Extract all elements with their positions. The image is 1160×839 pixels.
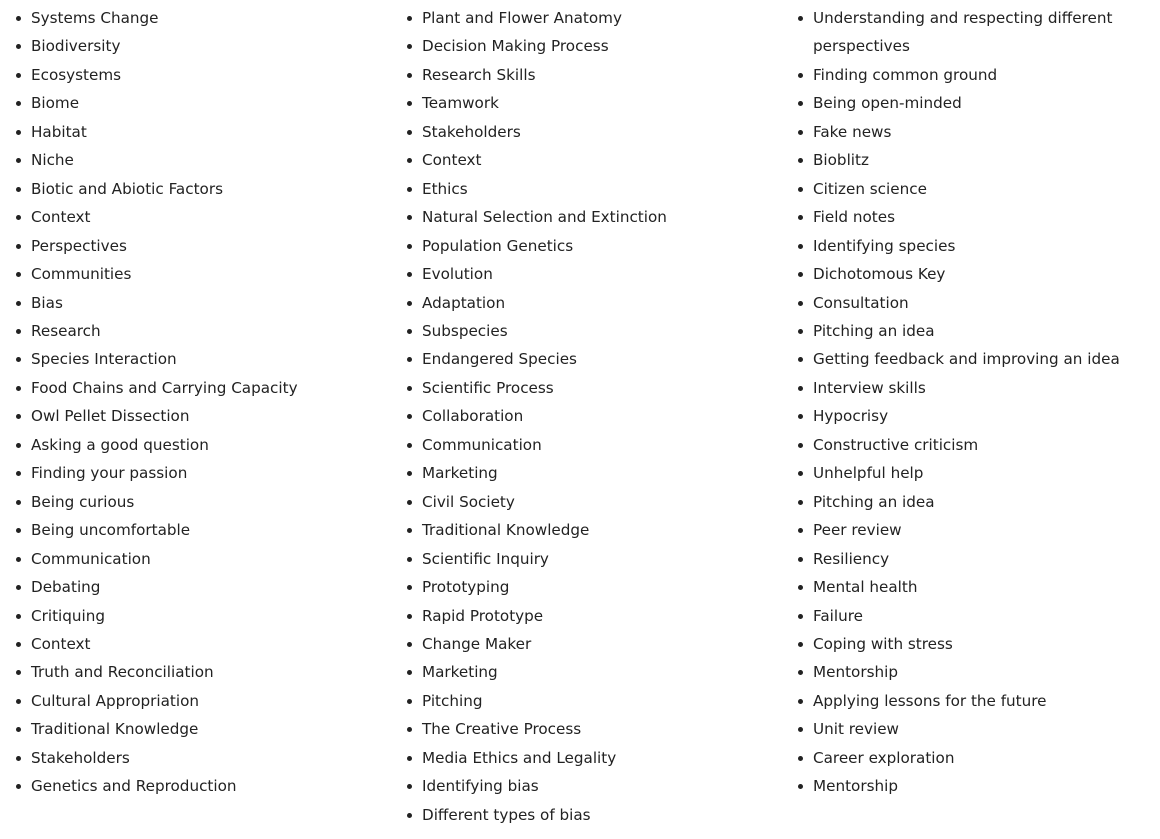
list-item (796, 61, 1160, 89)
list-item-label: Decision Making Process (422, 37, 609, 56)
bullet-icon (798, 500, 803, 505)
bullet-icon (16, 642, 21, 647)
bullet-icon (407, 414, 412, 419)
list-item (796, 374, 1160, 402)
list-item-label: Species Interaction (31, 350, 177, 369)
list-item (405, 402, 781, 430)
list-item-label: Evolution (422, 265, 493, 284)
list-item (796, 630, 1160, 658)
bullet-icon (16, 614, 21, 619)
list-item-label: Finding common ground (813, 65, 998, 84)
topic-list-column-2 (405, 4, 781, 829)
list-item (14, 687, 390, 715)
list-item-label: Context (422, 151, 482, 170)
list-item (14, 32, 390, 60)
list-item-label: Getting feedback and improving an idea (813, 350, 1120, 369)
list-item (14, 317, 390, 345)
list-item-label: Peer review (813, 521, 902, 540)
list-item-label: Habitat (31, 122, 87, 141)
list-item-label: Being uncomfortable (31, 521, 191, 540)
bullet-icon (16, 585, 21, 590)
list-item-label: Communication (31, 549, 151, 568)
list-item-label: Scientific Inquiry (422, 549, 549, 568)
list-item (796, 402, 1160, 430)
list-item (14, 431, 390, 459)
list-item (796, 573, 1160, 601)
bullet-icon (798, 357, 803, 362)
list-item-label: Food Chains and Carrying Capacity (31, 378, 298, 397)
list-item (405, 203, 781, 231)
list-item-label: Being curious (31, 492, 135, 511)
bullet-icon (16, 301, 21, 306)
list-item (796, 772, 1160, 800)
list-item (14, 402, 390, 430)
list-item (14, 146, 390, 174)
list-item (405, 630, 781, 658)
list-item-label: Pitching an idea (813, 321, 935, 340)
bullet-icon (798, 670, 803, 675)
bullet-icon (407, 215, 412, 220)
list-item (405, 175, 781, 203)
list-item (405, 658, 781, 686)
list-item (405, 32, 781, 60)
bullet-icon (798, 16, 803, 21)
bullet-icon (16, 386, 21, 391)
list-item-label: Teamwork (422, 94, 499, 113)
list-item (405, 715, 781, 743)
bullet-icon (16, 414, 21, 419)
list-item (14, 573, 390, 601)
list-item-label: Identifying bias (422, 777, 539, 796)
list-item (14, 772, 390, 800)
list-item (796, 715, 1160, 743)
list-item (14, 715, 390, 743)
list-item (796, 89, 1160, 117)
bullet-icon (16, 784, 21, 789)
bullet-icon (16, 557, 21, 562)
list-item (14, 602, 390, 630)
list-item (796, 687, 1160, 715)
list-item-label: Mentorship (813, 777, 898, 796)
list-item-label: Communication (422, 435, 542, 454)
bullet-icon (798, 244, 803, 249)
list-item-label: Stakeholders (422, 122, 521, 141)
bullet-icon (407, 500, 412, 505)
list-item (796, 146, 1160, 174)
list-item (796, 232, 1160, 260)
list-item-label: Field notes (813, 208, 896, 227)
bullet-icon (798, 699, 803, 704)
list-item-label: Coping with stress (813, 634, 953, 653)
bullet-icon (798, 414, 803, 419)
bullet-icon (407, 614, 412, 619)
list-item (14, 658, 390, 686)
bullet-icon (16, 756, 21, 761)
list-item (796, 545, 1160, 573)
bullet-icon (798, 272, 803, 277)
list-item-label: Ecosystems (31, 65, 122, 84)
bullet-icon (16, 16, 21, 21)
list-item-label: Marketing (422, 663, 498, 682)
bullet-icon (798, 784, 803, 789)
list-item (405, 602, 781, 630)
list-item (14, 630, 390, 658)
list-item-label: Research (31, 321, 101, 340)
list-item (405, 232, 781, 260)
list-item-label: Perspectives (31, 236, 127, 255)
bullet-icon (16, 357, 21, 362)
bullet-icon (16, 471, 21, 476)
list-item-label: Context (31, 208, 91, 227)
list-item-label: Mental health (813, 578, 918, 597)
list-item-label: Systems Change (31, 9, 159, 27)
list-item-label: The Creative Process (422, 720, 582, 739)
list-item-label: Population Genetics (422, 236, 574, 255)
list-item-label: Different types of bias (422, 805, 591, 824)
list-item (796, 203, 1160, 231)
bullet-icon (16, 244, 21, 249)
list-item-label: Endangered Species (422, 350, 577, 369)
bullet-icon (407, 272, 412, 277)
topic-list-column-3 (796, 4, 1160, 801)
list-item-label: Interview skills (813, 378, 926, 397)
bullet-icon (407, 557, 412, 562)
list-item-label: Marketing (422, 464, 498, 483)
bullet-icon (407, 528, 412, 533)
bullet-icon (407, 301, 412, 306)
list-item (405, 289, 781, 317)
list-item (14, 4, 390, 32)
list-item (14, 516, 390, 544)
bullet-icon (16, 528, 21, 533)
list-item-label: Dichotomous Key (813, 265, 946, 284)
list-item-label: Truth and Reconciliation (31, 663, 214, 682)
list-item-label: Fake news (813, 122, 892, 141)
list-item (405, 431, 781, 459)
list-item (405, 801, 781, 829)
list-item (405, 459, 781, 487)
list-item-label: Cultural Appropriation (31, 691, 200, 710)
bullet-icon (16, 215, 21, 220)
bullet-icon (798, 443, 803, 448)
bullet-icon (16, 727, 21, 732)
bullet-icon (407, 642, 412, 647)
bullet-icon (407, 357, 412, 362)
bullet-icon (407, 585, 412, 590)
bullet-icon (798, 329, 803, 334)
list-item-label: Hypocrisy (813, 407, 889, 426)
list-item (796, 4, 1160, 61)
list-item-label: Civil Society (422, 492, 515, 511)
list-item (796, 317, 1160, 345)
list-item-label: Asking a good question (31, 435, 209, 454)
list-item-label: Pitching (422, 691, 483, 710)
list-item (796, 459, 1160, 487)
bullet-icon (407, 670, 412, 675)
bullet-icon (16, 73, 21, 78)
list-item (14, 488, 390, 516)
list-item-label: Niche (31, 151, 74, 170)
bullet-icon (407, 130, 412, 135)
bullet-icon (16, 272, 21, 277)
list-item-label: Media Ethics and Legality (422, 748, 617, 767)
list-item-label: Finding your passion (31, 464, 188, 483)
bullet-icon (16, 158, 21, 163)
bullet-icon (16, 329, 21, 334)
list-item-label: Career exploration (813, 748, 955, 767)
bullet-icon (407, 813, 412, 818)
list-item (14, 459, 390, 487)
bullet-icon (407, 16, 412, 21)
list-item (14, 118, 390, 146)
list-item-label: Natural Selection and Extinction (422, 208, 667, 227)
bullet-icon (798, 215, 803, 220)
list-item-label: Scientific Process (422, 378, 554, 397)
bullet-icon (16, 699, 21, 704)
list-item-label: Genetics and Reproduction (31, 777, 237, 796)
bullet-icon (798, 557, 803, 562)
bullet-icon (407, 784, 412, 789)
list-item-label: Biome (31, 94, 80, 113)
list-item (405, 573, 781, 601)
list-item (796, 658, 1160, 686)
list-item-label: Subspecies (422, 321, 508, 340)
bullet-icon (16, 44, 21, 49)
bullet-icon (798, 386, 803, 391)
list-item (405, 772, 781, 800)
bullet-icon (798, 642, 803, 647)
bullet-icon (798, 130, 803, 135)
list-item (796, 175, 1160, 203)
bullet-icon (798, 101, 803, 106)
bullet-icon (798, 471, 803, 476)
bullet-icon (407, 329, 412, 334)
bullet-icon (407, 101, 412, 106)
list-item (796, 118, 1160, 146)
list-item (14, 89, 390, 117)
list-item-label: Stakeholders (31, 748, 130, 767)
list-item-label: Applying lessons for the future (813, 691, 1047, 710)
bullet-icon (16, 187, 21, 192)
bullet-icon (407, 44, 412, 49)
list-item-label: Identifying species (813, 236, 956, 255)
bullet-icon (407, 158, 412, 163)
list-item (14, 232, 390, 260)
list-item-label: Understanding and respecting different perspectives (813, 9, 1113, 56)
list-item-label: Plant and Flower Anatomy (422, 9, 622, 27)
bullet-icon (407, 699, 412, 704)
list-item (405, 146, 781, 174)
list-item (14, 260, 390, 288)
list-item (405, 516, 781, 544)
list-item (14, 203, 390, 231)
list-item (405, 317, 781, 345)
list-item-label: Bias (31, 293, 63, 312)
list-item-label: Being open-minded (813, 94, 962, 113)
list-item (796, 516, 1160, 544)
list-item (405, 744, 781, 772)
bullet-icon (407, 73, 412, 78)
bullet-icon (798, 301, 803, 306)
list-item (405, 118, 781, 146)
list-item-label: Ethics (422, 179, 468, 198)
list-item-label: Traditional Knowledge (31, 720, 199, 739)
bullet-icon (407, 386, 412, 391)
list-item (796, 744, 1160, 772)
list-item (405, 61, 781, 89)
list-item-label: Resiliency (813, 549, 890, 568)
list-item-label: Adaptation (422, 293, 506, 312)
bullet-icon (16, 500, 21, 505)
list-item-label: Biotic and Abiotic Factors (31, 179, 223, 198)
bullet-icon (798, 756, 803, 761)
list-item (14, 345, 390, 373)
bullet-icon (16, 443, 21, 448)
list-item-label: Debating (31, 578, 101, 597)
bullet-icon (407, 471, 412, 476)
list-item (796, 289, 1160, 317)
list-item-label: Unit review (813, 720, 899, 739)
list-item (405, 260, 781, 288)
list-item (405, 687, 781, 715)
bullet-icon (798, 614, 803, 619)
bullet-icon (798, 727, 803, 732)
list-item (796, 602, 1160, 630)
list-item (405, 89, 781, 117)
list-item (796, 488, 1160, 516)
bullet-icon (16, 670, 21, 675)
list-item-label: Communities (31, 265, 132, 284)
list-item-label: Owl Pellet Dissection (31, 407, 190, 426)
bullet-icon (798, 187, 803, 192)
list-item-label: Bioblitz (813, 151, 869, 170)
bullet-icon (407, 443, 412, 448)
bullet-icon (407, 756, 412, 761)
list-item-label: Unhelpful help (813, 464, 924, 483)
list-item (405, 545, 781, 573)
bullet-icon (798, 73, 803, 78)
bullet-icon (407, 187, 412, 192)
list-item-label: Collaboration (422, 407, 524, 426)
list-item (405, 374, 781, 402)
list-item-label: Mentorship (813, 663, 898, 682)
list-item-label: Prototyping (422, 578, 510, 597)
bullet-icon (407, 244, 412, 249)
list-item-label: Biodiversity (31, 37, 121, 56)
list-item-label: Pitching an idea (813, 492, 935, 511)
list-item-label: Consultation (813, 293, 909, 312)
list-item-label: Failure (813, 606, 863, 625)
list-item (14, 175, 390, 203)
list-item (405, 488, 781, 516)
bullet-icon (798, 585, 803, 590)
bullet-icon (407, 727, 412, 732)
bullet-icon (16, 101, 21, 106)
list-item-label: Traditional Knowledge (422, 521, 590, 540)
list-item (405, 4, 781, 32)
list-item (796, 345, 1160, 373)
bullet-icon (798, 158, 803, 163)
list-item-label: Change Maker (422, 634, 532, 653)
list-item (14, 289, 390, 317)
list-item-label: Rapid Prototype (422, 606, 544, 625)
list-item (14, 545, 390, 573)
topic-list-column-1 (14, 4, 390, 801)
list-item (14, 61, 390, 89)
list-item (14, 374, 390, 402)
list-item-label: Research Skills (422, 65, 536, 84)
list-item-label: Constructive criticism (813, 435, 979, 454)
list-item-label: Citizen science (813, 179, 927, 198)
list-item-label: Context (31, 634, 91, 653)
list-item (405, 345, 781, 373)
list-item-label: Critiquing (31, 606, 105, 625)
bullet-icon (798, 528, 803, 533)
list-item (14, 744, 390, 772)
bullet-icon (16, 130, 21, 135)
list-item (796, 260, 1160, 288)
list-item (796, 431, 1160, 459)
